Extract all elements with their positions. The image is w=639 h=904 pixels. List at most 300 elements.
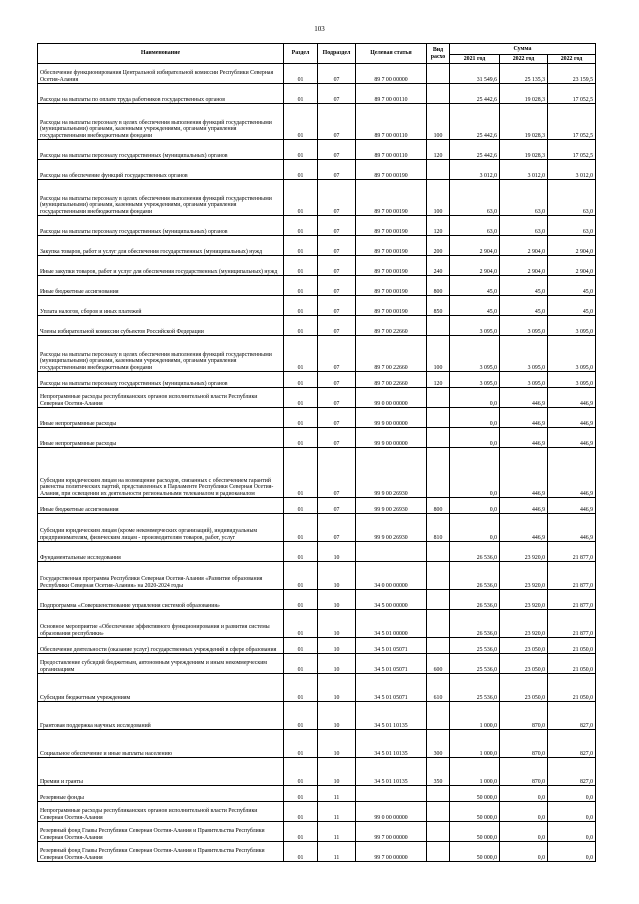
table-row: [38, 638, 596, 654]
cell-name: Резервный фонд Главы Республики Северная Осетия-Алания и Правительства Республики Северная Осетия-Алания: [38, 842, 284, 862]
cell-name: Непрограммные расходы республиканских органов исполнительной власти Республики Северная Осетия-Алания: [38, 388, 284, 408]
cell-section: 01: [284, 408, 318, 428]
cell-expense-type: [427, 702, 450, 730]
cell-subsection: 07: [318, 498, 356, 514]
table-row: [38, 654, 596, 674]
cell-expense-type: [427, 802, 450, 822]
cell-target-article: 89 7 00 22660: [356, 336, 427, 372]
cell-name: Уплата налогов, сборов и иных платежей: [38, 296, 284, 316]
table-row: [38, 256, 596, 276]
cell-expense-type: 120: [427, 372, 450, 388]
cell-sum-2022: 63,0: [500, 216, 548, 236]
cell-target-article: 34 5 01 05071: [356, 638, 427, 654]
cell-sum-2021: 0,0: [450, 428, 500, 448]
table-row: [38, 730, 596, 758]
cell-sum-2022: 19 028,3: [500, 140, 548, 160]
table-row: [38, 514, 596, 542]
cell-sum-2021: 25 536,0: [450, 638, 500, 654]
cell-name: Иные непрограммные расходы: [38, 408, 284, 428]
cell-expense-type: [427, 64, 450, 84]
header-section: Раздел: [284, 44, 318, 64]
cell-sum-2021: 45,0: [450, 276, 500, 296]
cell-sum-2021: 26 536,0: [450, 590, 500, 610]
cell-sum-2022: 870,0: [500, 702, 548, 730]
cell-name: Расходы на выплаты персоналу государственных (муниципальных) органов: [38, 372, 284, 388]
cell-target-article: 89 7 00 00190: [356, 216, 427, 236]
cell-target-article: 89 7 00 22660: [356, 372, 427, 388]
cell-name: Расходы на выплаты персоналу в целях обеспечения выполнения функций государственными (муниципальными) органами, казенными учреждениями, органами управления государственными внебюджетными фондами: [38, 180, 284, 216]
cell-subsection: 07: [318, 216, 356, 236]
cell-section: 01: [284, 428, 318, 448]
cell-section: 01: [284, 674, 318, 702]
cell-section: 01: [284, 786, 318, 802]
cell-sum-2021: 63,0: [450, 216, 500, 236]
cell-name: Расходы на выплаты персоналу в целях обеспечения выполнения функций государственными (муниципальными) органами, казенными учреждениями, органами управления государственными внебюджетными фондами: [38, 336, 284, 372]
cell-target-article: 99 9 00 00000: [356, 428, 427, 448]
cell-subsection: 07: [318, 276, 356, 296]
table-row: [38, 590, 596, 610]
table-row: [38, 448, 596, 498]
cell-section: 01: [284, 316, 318, 336]
cell-sum-2021: 26 536,0: [450, 610, 500, 638]
cell-sum-2022-b: 3 095,0: [548, 336, 596, 372]
cell-name: Грантовая поддержка научных исследований: [38, 702, 284, 730]
cell-expense-type: [427, 428, 450, 448]
cell-subsection: 11: [318, 842, 356, 862]
cell-name: Премии и гранты: [38, 758, 284, 786]
table-row: [38, 674, 596, 702]
cell-subsection: 07: [318, 296, 356, 316]
cell-target-article: 89 7 00 22660: [356, 316, 427, 336]
cell-name: Иные непрограммные расходы: [38, 428, 284, 448]
cell-sum-2021: 1 000,0: [450, 730, 500, 758]
cell-name: Иные закупки товаров, работ и услуг для обеспечения государственных (муниципальных) нужд: [38, 256, 284, 276]
cell-sum-2022: 63,0: [500, 180, 548, 216]
cell-target-article: 99 0 00 00000: [356, 388, 427, 408]
cell-sum-2022: 446,9: [500, 498, 548, 514]
cell-sum-2022-b: 0,0: [548, 786, 596, 802]
cell-sum-2021: 25 536,0: [450, 654, 500, 674]
cell-sum-2021: 31 549,6: [450, 64, 500, 84]
cell-sum-2021: 26 536,0: [450, 562, 500, 590]
cell-subsection: 07: [318, 408, 356, 428]
cell-sum-2022: 45,0: [500, 296, 548, 316]
cell-section: 01: [284, 216, 318, 236]
table-row: [38, 64, 596, 84]
cell-sum-2021: 50 000,0: [450, 842, 500, 862]
cell-sum-2022-b: 63,0: [548, 180, 596, 216]
cell-target-article: 99 9 00 00000: [356, 408, 427, 428]
cell-sum-2021: 1 000,0: [450, 758, 500, 786]
cell-subsection: 07: [318, 514, 356, 542]
cell-section: 01: [284, 730, 318, 758]
header-name: Наименование: [38, 44, 284, 64]
cell-sum-2022-b: 827,0: [548, 758, 596, 786]
cell-sum-2022-b: 446,9: [548, 388, 596, 408]
cell-section: 01: [284, 610, 318, 638]
cell-subsection: 11: [318, 822, 356, 842]
table-row: [38, 758, 596, 786]
cell-subsection: 10: [318, 702, 356, 730]
cell-subsection: 07: [318, 372, 356, 388]
cell-target-article: 99 0 00 00000: [356, 802, 427, 822]
cell-sum-2022-b: 45,0: [548, 296, 596, 316]
cell-sum-2022: 23 920,0: [500, 590, 548, 610]
cell-sum-2021: 0,0: [450, 514, 500, 542]
cell-sum-2021: 0,0: [450, 448, 500, 498]
cell-target-article: 99 9 00 26930: [356, 514, 427, 542]
cell-sum-2022: 446,9: [500, 514, 548, 542]
cell-section: 01: [284, 822, 318, 842]
cell-sum-2022-b: 21 877,0: [548, 590, 596, 610]
cell-expense-type: 300: [427, 730, 450, 758]
table-row: [38, 104, 596, 140]
cell-subsection: 07: [318, 316, 356, 336]
cell-sum-2022-b: 2 904,0: [548, 236, 596, 256]
cell-sum-2021: 3 012,0: [450, 160, 500, 180]
table-row: [38, 610, 596, 638]
cell-expense-type: 350: [427, 758, 450, 786]
cell-target-article: 89 7 00 00190: [356, 276, 427, 296]
cell-sum-2022: 870,0: [500, 730, 548, 758]
table-body: [38, 64, 596, 862]
cell-sum-2021: 45,0: [450, 296, 500, 316]
cell-name: Субсидии юридическим лицам (кроме некоммерческих организаций), индивидуальным предпринимателям, физическим лицам - производителям товаров, работ, услуг: [38, 514, 284, 542]
header-subsection: Подраздел: [318, 44, 356, 64]
cell-sum-2021: 25 442,6: [450, 140, 500, 160]
table-row: [38, 140, 596, 160]
cell-subsection: 10: [318, 590, 356, 610]
cell-subsection: 11: [318, 786, 356, 802]
cell-subsection: 07: [318, 104, 356, 140]
cell-section: 01: [284, 104, 318, 140]
cell-sum-2022: 23 920,0: [500, 562, 548, 590]
cell-target-article: 34 5 01 10135: [356, 758, 427, 786]
cell-section: 01: [284, 140, 318, 160]
cell-sum-2021: 1 000,0: [450, 702, 500, 730]
cell-expense-type: 800: [427, 498, 450, 514]
cell-sum-2021: 2 904,0: [450, 236, 500, 256]
cell-expense-type: 200: [427, 236, 450, 256]
cell-name: Государственная программа Республики Северная Осетия-Алания «Развитие образования Республики Северная Осетия-Алания» на 2020-2024 годы: [38, 562, 284, 590]
cell-sum-2022: 446,9: [500, 388, 548, 408]
header-year-2022: 2022 год: [500, 55, 548, 64]
cell-sum-2021: 25 536,0: [450, 674, 500, 702]
cell-sum-2022-b: 21 877,0: [548, 610, 596, 638]
cell-sum-2022: 45,0: [500, 276, 548, 296]
cell-expense-type: 100: [427, 336, 450, 372]
cell-subsection: 07: [318, 160, 356, 180]
cell-section: 01: [284, 388, 318, 408]
cell-expense-type: [427, 448, 450, 498]
cell-sum-2022: 23 050,0: [500, 638, 548, 654]
table-row: [38, 498, 596, 514]
cell-target-article: 34 5 01 10135: [356, 730, 427, 758]
cell-section: 01: [284, 590, 318, 610]
table-row: [38, 372, 596, 388]
table-row: [38, 276, 596, 296]
cell-subsection: 11: [318, 802, 356, 822]
cell-sum-2021: 0,0: [450, 498, 500, 514]
cell-target-article: [356, 542, 427, 562]
cell-name: Обеспечение функционирования Центральной избирательной комиссии Республики Северная Осетия-Алания: [38, 64, 284, 84]
table-row: [38, 388, 596, 408]
cell-sum-2021: 50 000,0: [450, 802, 500, 822]
cell-sum-2022-b: 0,0: [548, 822, 596, 842]
cell-sum-2022: 446,9: [500, 428, 548, 448]
cell-name: Основное мероприятие «Обеспечение эффективного функционирования и развития системы образования республики»: [38, 610, 284, 638]
cell-sum-2022-b: 63,0: [548, 216, 596, 236]
cell-expense-type: [427, 822, 450, 842]
cell-sum-2021: 63,0: [450, 180, 500, 216]
cell-sum-2021: 0,0: [450, 408, 500, 428]
cell-section: 01: [284, 236, 318, 256]
cell-sum-2022-b: 0,0: [548, 842, 596, 862]
cell-expense-type: 610: [427, 674, 450, 702]
cell-subsection: 10: [318, 638, 356, 654]
cell-expense-type: 100: [427, 180, 450, 216]
cell-expense-type: 240: [427, 256, 450, 276]
cell-target-article: 99 9 00 26930: [356, 448, 427, 498]
cell-sum-2021: 3 095,0: [450, 336, 500, 372]
cell-sum-2022: 3 012,0: [500, 160, 548, 180]
cell-sum-2022: 446,9: [500, 448, 548, 498]
cell-subsection: 10: [318, 542, 356, 562]
cell-sum-2021: 50 000,0: [450, 822, 500, 842]
cell-sum-2022: 0,0: [500, 842, 548, 862]
cell-target-article: 89 7 00 00110: [356, 140, 427, 160]
cell-sum-2021: 26 536,0: [450, 542, 500, 562]
cell-target-article: 99 9 00 26930: [356, 498, 427, 514]
cell-expense-type: [427, 786, 450, 802]
cell-sum-2022: 19 028,3: [500, 84, 548, 104]
cell-sum-2022-b: 446,9: [548, 428, 596, 448]
cell-sum-2022: 25 135,3: [500, 64, 548, 84]
cell-subsection: 07: [318, 256, 356, 276]
cell-section: 01: [284, 702, 318, 730]
cell-section: 01: [284, 256, 318, 276]
cell-subsection: 10: [318, 654, 356, 674]
cell-sum-2021: 3 095,0: [450, 372, 500, 388]
cell-sum-2022-b: 827,0: [548, 702, 596, 730]
table-row: [38, 786, 596, 802]
table-row: [38, 542, 596, 562]
cell-target-article: 89 7 00 00000: [356, 64, 427, 84]
table-row: [38, 216, 596, 236]
table-row: [38, 408, 596, 428]
cell-sum-2022: 23 920,0: [500, 542, 548, 562]
cell-target-article: [356, 786, 427, 802]
budget-table: [37, 43, 596, 862]
cell-name: Иные бюджетные ассигнования: [38, 498, 284, 514]
cell-section: 01: [284, 514, 318, 542]
cell-sum-2022-b: 3 012,0: [548, 160, 596, 180]
cell-sum-2022: 0,0: [500, 802, 548, 822]
cell-target-article: 89 7 00 00110: [356, 104, 427, 140]
cell-sum-2022-b: 446,9: [548, 448, 596, 498]
cell-expense-type: [427, 160, 450, 180]
cell-sum-2021: 0,0: [450, 388, 500, 408]
cell-subsection: 07: [318, 236, 356, 256]
cell-expense-type: [427, 562, 450, 590]
cell-name: Иные бюджетные ассигнования: [38, 276, 284, 296]
cell-section: 01: [284, 276, 318, 296]
cell-sum-2022: 23 050,0: [500, 654, 548, 674]
cell-expense-type: 810: [427, 514, 450, 542]
page-number: 103: [314, 25, 325, 33]
cell-sum-2022-b: 17 052,5: [548, 84, 596, 104]
cell-sum-2022-b: 446,9: [548, 514, 596, 542]
cell-subsection: 10: [318, 610, 356, 638]
cell-name: Субсидии бюджетным учреждениям: [38, 674, 284, 702]
cell-sum-2022-b: 827,0: [548, 730, 596, 758]
cell-section: 01: [284, 498, 318, 514]
cell-section: 01: [284, 84, 318, 104]
cell-section: 01: [284, 758, 318, 786]
table-row: [38, 428, 596, 448]
cell-expense-type: [427, 408, 450, 428]
cell-sum-2021: 3 095,0: [450, 316, 500, 336]
cell-sum-2021: 2 904,0: [450, 256, 500, 276]
cell-name: Расходы на обеспечение функций государственных органов: [38, 160, 284, 180]
cell-expense-type: [427, 638, 450, 654]
cell-target-article: 34 5 01 00000: [356, 610, 427, 638]
cell-subsection: 07: [318, 140, 356, 160]
cell-sum-2022: 23 920,0: [500, 610, 548, 638]
cell-expense-type: 120: [427, 140, 450, 160]
cell-name: Подпрограмма «Совершенствование управления системой образования»: [38, 590, 284, 610]
cell-target-article: 89 7 00 00110: [356, 84, 427, 104]
cell-section: 01: [284, 562, 318, 590]
cell-section: 01: [284, 638, 318, 654]
cell-sum-2022-b: 21 050,0: [548, 674, 596, 702]
cell-subsection: 07: [318, 336, 356, 372]
cell-target-article: 34 5 01 05071: [356, 654, 427, 674]
cell-sum-2022: 19 028,3: [500, 104, 548, 140]
cell-subsection: 07: [318, 428, 356, 448]
table-row: [38, 236, 596, 256]
cell-section: 01: [284, 842, 318, 862]
cell-sum-2022-b: 17 052,5: [548, 140, 596, 160]
table-row: [38, 562, 596, 590]
table-row: [38, 702, 596, 730]
cell-sum-2022-b: 17 052,5: [548, 104, 596, 140]
cell-section: 01: [284, 64, 318, 84]
cell-section: 01: [284, 180, 318, 216]
cell-sum-2021: 25 442,6: [450, 84, 500, 104]
cell-target-article: 89 7 00 00190: [356, 236, 427, 256]
cell-subsection: 10: [318, 730, 356, 758]
cell-target-article: 99 7 00 00000: [356, 822, 427, 842]
cell-name: Резервный фонд Главы Республики Северная Осетия-Алания и Правительства Республики Северная Осетия-Алания: [38, 822, 284, 842]
cell-sum-2021: 25 442,6: [450, 104, 500, 140]
cell-sum-2022: 870,0: [500, 758, 548, 786]
cell-section: 01: [284, 448, 318, 498]
table-row: [38, 84, 596, 104]
cell-sum-2022: 3 095,0: [500, 372, 548, 388]
cell-sum-2022: 3 095,0: [500, 336, 548, 372]
cell-sum-2022: 0,0: [500, 822, 548, 842]
table-row: [38, 822, 596, 842]
table-row: [38, 316, 596, 336]
cell-sum-2022-b: 446,9: [548, 498, 596, 514]
table-row: [38, 336, 596, 372]
cell-section: 01: [284, 296, 318, 316]
cell-section: 01: [284, 160, 318, 180]
cell-subsection: 10: [318, 674, 356, 702]
cell-name: Расходы на выплаты персоналу государственных (муниципальных) органов: [38, 216, 284, 236]
cell-expense-type: 100: [427, 104, 450, 140]
cell-name: Непрограммные расходы республиканских органов исполнительной власти Республики Северная Осетия-Алания: [38, 802, 284, 822]
cell-name: Обеспечение деятельности (оказание услуг) государственных учреждений в сфере образования: [38, 638, 284, 654]
cell-expense-type: [427, 84, 450, 104]
cell-subsection: 10: [318, 758, 356, 786]
cell-name: Закупка товаров, работ и услуг для обеспечения государственных (муниципальных) нужд: [38, 236, 284, 256]
header-target-article: Целевая статья: [356, 44, 427, 64]
cell-name: Расходы на выплаты персоналу в целях обеспечения выполнения функций государственными (муниципальными) органами, казенными учреждениями, органами управления государственными внебюджетными фондами: [38, 104, 284, 140]
cell-sum-2022: 2 904,0: [500, 256, 548, 276]
cell-sum-2022: 3 095,0: [500, 316, 548, 336]
cell-expense-type: [427, 542, 450, 562]
cell-sum-2022-b: 0,0: [548, 802, 596, 822]
header-year-2021: 2021 год: [450, 55, 500, 64]
cell-section: 01: [284, 336, 318, 372]
table-row: [38, 180, 596, 216]
cell-target-article: 34 0 00 00000: [356, 562, 427, 590]
cell-sum-2022-b: 23 159,5: [548, 64, 596, 84]
cell-expense-type: [427, 590, 450, 610]
cell-name: Члены избирательной комиссии субъектов Российской Федерации: [38, 316, 284, 336]
cell-sum-2022-b: 2 904,0: [548, 256, 596, 276]
cell-sum-2022: 0,0: [500, 786, 548, 802]
cell-target-article: 34 5 00 00000: [356, 590, 427, 610]
cell-expense-type: [427, 842, 450, 862]
cell-expense-type: 120: [427, 216, 450, 236]
cell-name: Социальное обеспечение и иные выплаты населению: [38, 730, 284, 758]
cell-section: 01: [284, 542, 318, 562]
table-row: [38, 802, 596, 822]
cell-sum-2022-b: 21 877,0: [548, 562, 596, 590]
cell-sum-2022-b: 21 050,0: [548, 638, 596, 654]
cell-sum-2022: 2 904,0: [500, 236, 548, 256]
cell-target-article: 89 7 00 00190: [356, 160, 427, 180]
cell-subsection: 07: [318, 180, 356, 216]
cell-sum-2022-b: 21 877,0: [548, 542, 596, 562]
cell-subsection: 07: [318, 64, 356, 84]
cell-section: 01: [284, 372, 318, 388]
cell-name: Расходы на выплаты по оплате труда работников государственных органов: [38, 84, 284, 104]
cell-name: Резервные фонды: [38, 786, 284, 802]
cell-subsection: 07: [318, 448, 356, 498]
cell-sum-2022-b: 3 095,0: [548, 372, 596, 388]
cell-subsection: 07: [318, 84, 356, 104]
table-header: [38, 44, 596, 64]
cell-name: Расходы на выплаты персоналу государственных (муниципальных) органов: [38, 140, 284, 160]
cell-sum-2022: 23 050,0: [500, 674, 548, 702]
header-expense-type: Вид расхо: [427, 44, 450, 64]
cell-target-article: 89 7 00 00190: [356, 296, 427, 316]
cell-target-article: 34 5 01 05071: [356, 674, 427, 702]
table-row: [38, 842, 596, 862]
table-row: [38, 160, 596, 180]
header-year-2022-b: 2022 год: [548, 55, 596, 64]
cell-expense-type: 600: [427, 654, 450, 674]
cell-section: 01: [284, 654, 318, 674]
cell-section: 01: [284, 802, 318, 822]
cell-sum-2022-b: 3 095,0: [548, 316, 596, 336]
cell-sum-2022-b: 45,0: [548, 276, 596, 296]
cell-sum-2022-b: 21 050,0: [548, 654, 596, 674]
